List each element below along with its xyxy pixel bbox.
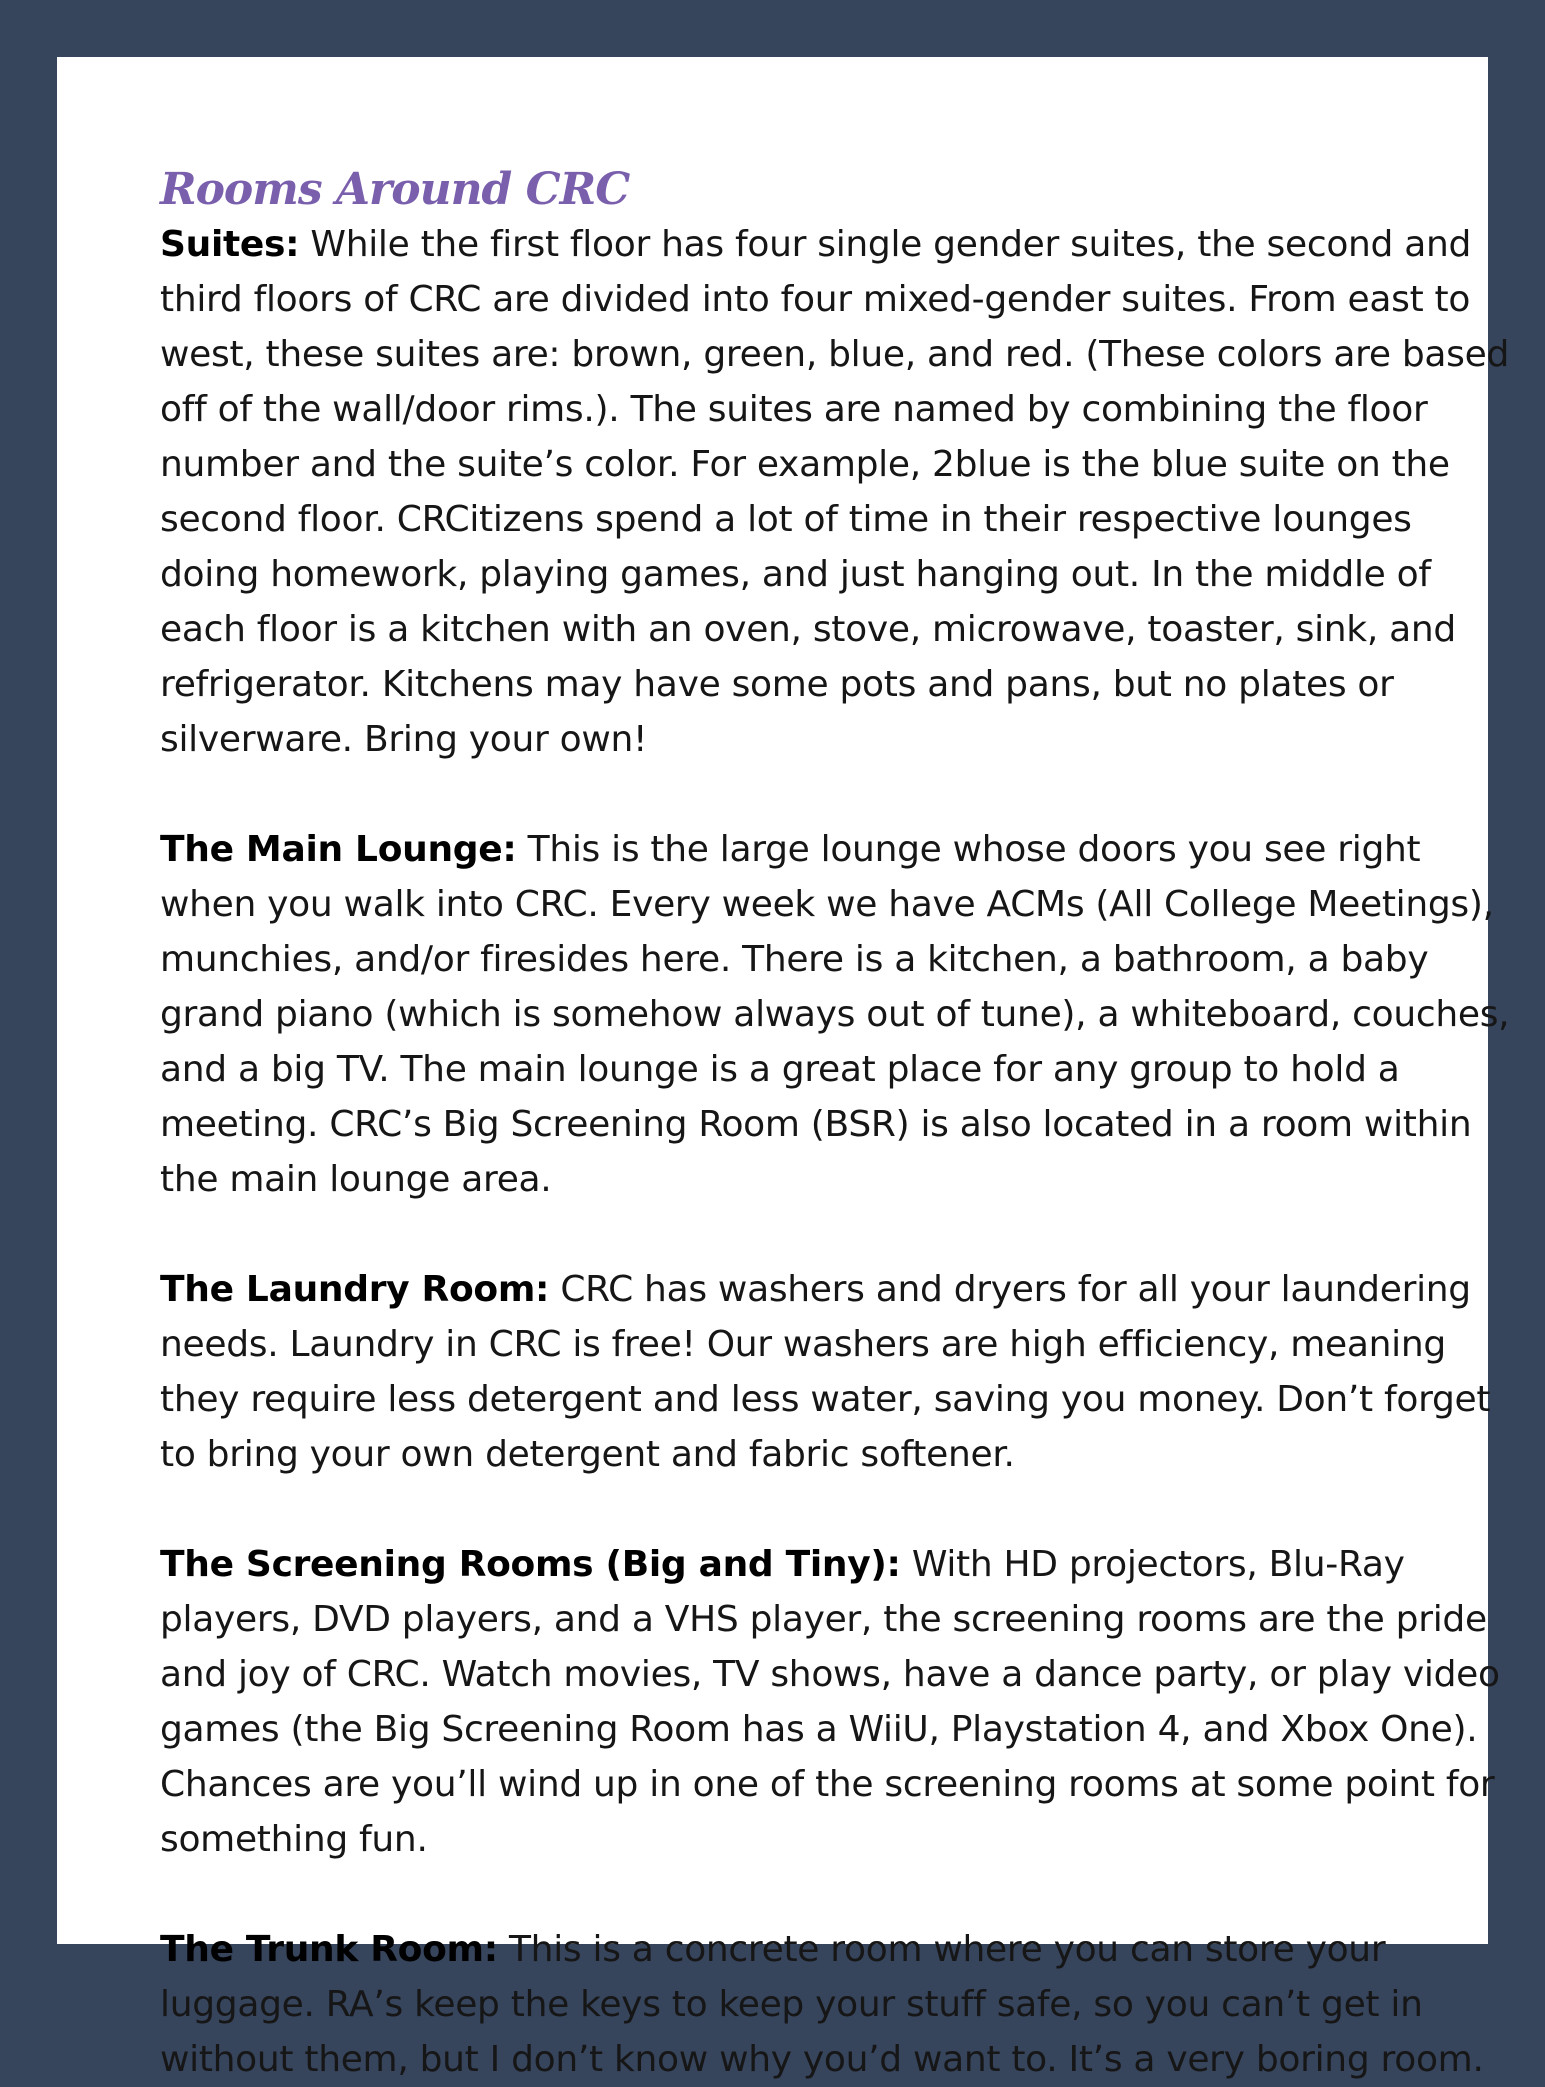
section-body: With HD projectors, Blu-Ray players, DVD players, and a VHS player, the screening rooms are the pride and joy of CRC. Watch movies, TV shows, have a dance party, or play video games (the Big Screening Room has a WiiU, Playstation 4, and Xbox One). Chances are you’ll wind up in one of the screening rooms at some point for something fun.	[160, 1544, 1500, 1860]
document-page	[57, 57, 1510, 2080]
section-heading: The Main Lounge:	[160, 829, 517, 870]
section-heading: The Screening Rooms (Big and Tiny):	[160, 1544, 901, 1585]
section-heading: Suites:	[160, 224, 300, 265]
section-heading: The Laundry Room:	[160, 1269, 550, 1310]
section-body: This is the large lounge whose doors you see right when you walk into CRC. Every week we have ACMs (All College Meetings), munchies, and/or firesides here. There is a kitchen, a bathroom, a baby grand piano (which is somehow always out of tune), a whiteboard, couches, and a big TV. The main lounge is a great place for any group to hold a meeting. CRC’s Big Screening Room (BSR) is also located in a room within the main lounge area.	[160, 829, 1510, 1200]
section-body: CRC has washers and dryers for all your laundering needs. Laundry in CRC is free! Our washers are high efficiency, meaning they require less detergent and less water, saving you money. Don’t forget to bring your own detergent and fabric softener.	[160, 1269, 1491, 1475]
document-content	[160, 165, 1515, 2087]
section-screening-rooms	[160, 1537, 1515, 1867]
section-trunk-room	[160, 1922, 1515, 2087]
section-body: This is a concrete room where you can store your luggage. RA’s keep the keys to keep your stuff safe, so you can’t get in without them, but I don’t know why you’d want to. It’s a very boring room.	[160, 1929, 1484, 2080]
section-heading: The Trunk Room:	[160, 1929, 498, 1970]
section-suites	[160, 217, 1515, 767]
page-title: Rooms Around CRC	[160, 164, 630, 215]
section-main-lounge	[160, 822, 1515, 1207]
section-laundry-room	[160, 1262, 1515, 1482]
section-body: While the first floor has four single gender suites, the second and third floors of CRC are divided into four mixed-gender suites. From east to west, these suites are: brown, green, blue, and red. (These colors are based off of the wall/door rims.). The suites are named by combining the floor number and the suite’s color. For example, 2blue is the blue suite on the second floor. CRCitizens spend a lot of time in their respective lounges doing homework, playing games, and just hanging out. In the middle of each floor is a kitchen with an oven, stove, microwave, toaster, sink, and refrigerator. Kitchens may have some pots and pans, but no plates or silverware. Bring your own!	[160, 224, 1509, 760]
